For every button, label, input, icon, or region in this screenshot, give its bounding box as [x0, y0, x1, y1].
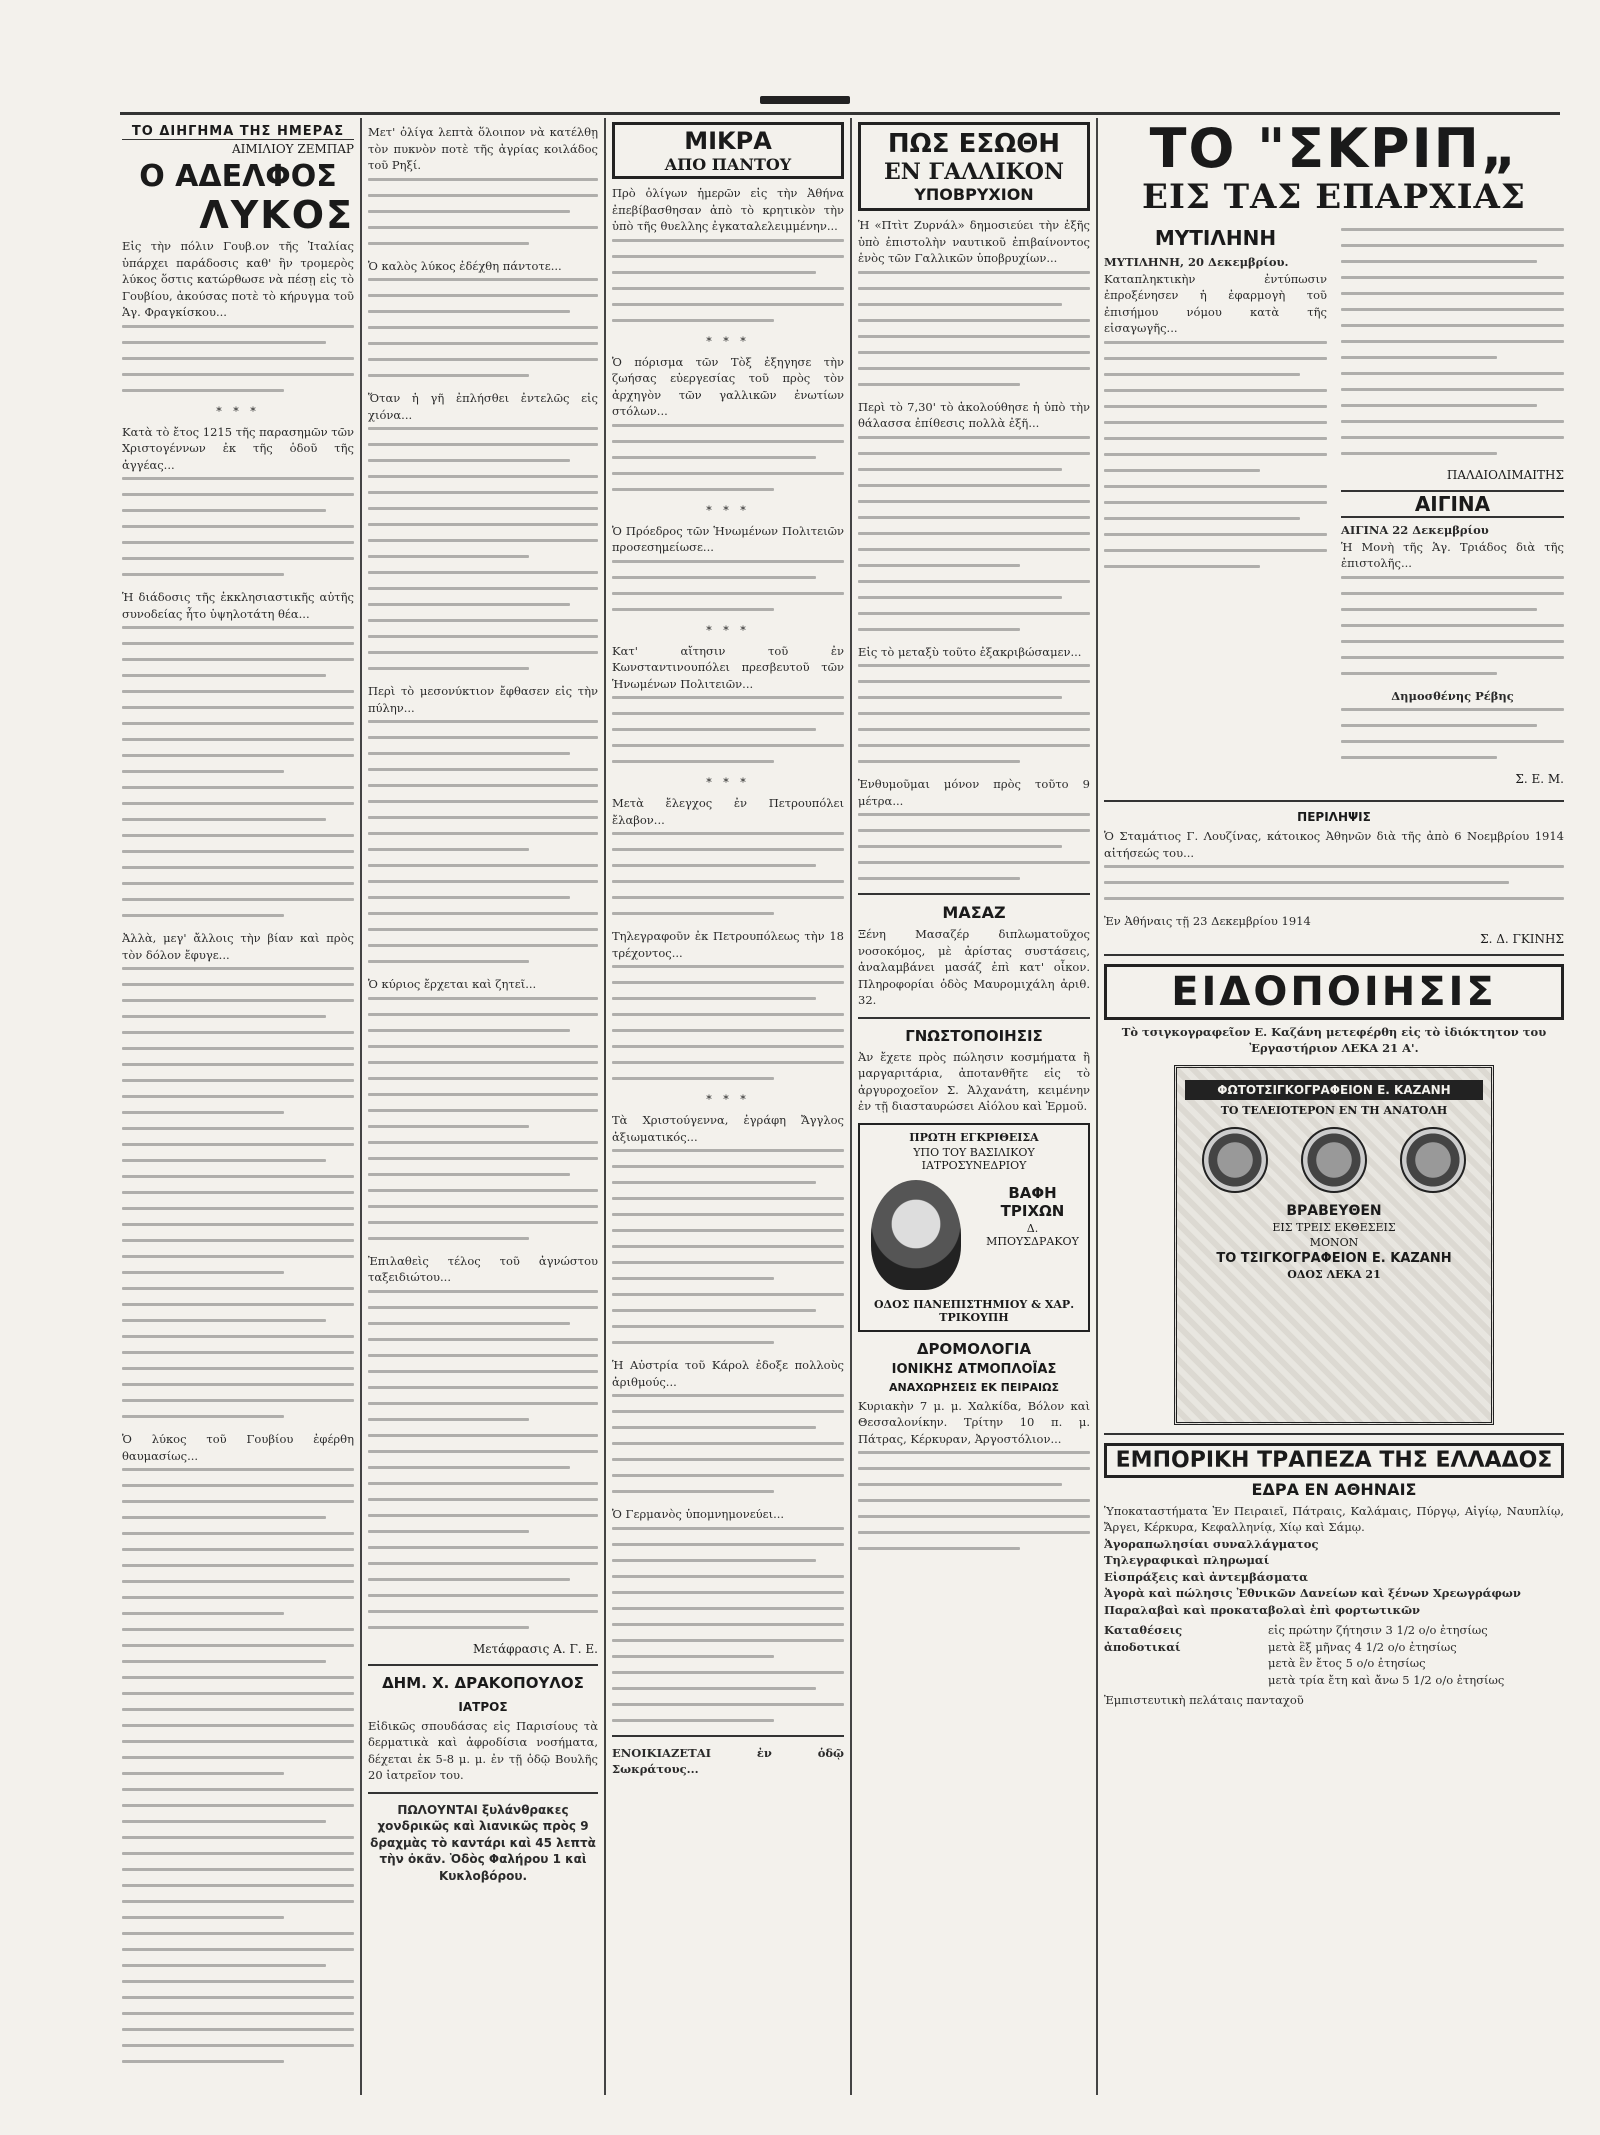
submarine-text-lines [858, 436, 1090, 631]
column-rule [604, 118, 606, 2095]
mytilene-signature: ΠΑΛΑΙΟΛΙΜΑΙΤΗΣ [1446, 468, 1564, 482]
engraving-street: ΟΔΟΣ ΛΕΚΑ 21 [1287, 1267, 1381, 1281]
story-paragraph: Κατὰ τὸ ἔτος 1215 τῆς παρασημῶν τῶν Χριστογέννων ἐκ τῆς ὁδοῦ τῆς ἀγγέας... [122, 424, 354, 472]
doctor-ad-text: Εἰδικῶς σπουδάσας εἰς Παρισίους τὰ δερματικὰ καὶ ἀφροδίσια νοσήματα, δέχεται ἐκ 5-8 μ. μ. ἐν τῇ ὁδῷ Βουλῆς 20 ἰατρεῖον του. [368, 1718, 598, 1782]
story-title-line1: Ο ΑΔΕΛΦΟΣ [139, 159, 337, 194]
news-paragraph: Ὁ Πρόεδρος τῶν Ἡνωμένων Πολιτειῶν προσεσημείωσε... [612, 523, 844, 554]
hair-dye-title: ΒΑΦΗ ΤΡΙΧΩΝ [1000, 1183, 1065, 1220]
divider [368, 1792, 598, 1794]
notice-title: ΓΝΩΣΤΟΠΟΙΗΣΙΣ [905, 1026, 1043, 1045]
summary-text: Ὁ Σταμάτιος Γ. Λουζίνας, κάτοικος Ἀθηνῶν διὰ τῆς ἀπὸ 6 Νοεμβρίου 1914 αἰτήσεώς του... [1104, 829, 1564, 860]
mytilene-date: ΜΥΤΙΛΗΝΗ, 20 Δεκεμβρίου. [1104, 255, 1289, 269]
story-text-lines [368, 997, 598, 1240]
story-text-lines [122, 1468, 354, 2063]
engraving-best: ΤΟ ΤΕΛΕΙΟΤΕΡΟΝ ΕΝ ΤΗ ΑΝΑΤΟΛΗ [1220, 1103, 1448, 1117]
story-paragraph: Ὁ λύκος τοῦ Γουβίου ἐφέρθη θαυμασίως... [122, 1432, 354, 1463]
submarine-title-line2: ΕΝ ΓΑΛΛΙΚΟΝ [883, 159, 1065, 185]
news-paragraph: Κατ' αἴτησιν τοῦ ἐν Κωνσταντινουπόλει πρεσβευτοῦ τῶν Ἡνωμένων Πολιτειῶν... [612, 643, 844, 691]
submarine-paragraph: Ἐνθυμοῦμαι μόνον πρὸς τοῦτο 9 μέτρα... [858, 777, 1090, 808]
bank-item: Παραλαβαὶ καὶ προκαταβολαὶ ἐπὶ φορτωτικῶν [1104, 1602, 1421, 1617]
section-separator: * * * [706, 776, 750, 789]
summary-title: ΠΕΡΙΛΗΨΙΣ [1297, 810, 1371, 824]
shipping-text: Κυριακὴν 7 μ. μ. Χαλκίδα, Βόλον καὶ Θεσσαλονίκην. Τρίτην 10 π. μ. Πάτρας, Κέρκυραν, Ἀργοστόλιον... [858, 1398, 1090, 1446]
divider [1104, 800, 1564, 802]
hair-dye-ad [858, 1123, 1090, 1332]
mytilene-text-lines [1104, 341, 1327, 568]
story-text-lines [368, 278, 598, 377]
woman-portrait-icon [871, 1180, 961, 1290]
medal-icon [1400, 1127, 1466, 1193]
engraving-expos: ΕΙΣ ΤΡΕΙΣ ΕΚΘΕΣΕΙΣ [1272, 1220, 1396, 1234]
aegina-text-lines [1341, 708, 1564, 759]
divider [612, 1735, 844, 1737]
bank-item: Ἀγορὰ καὶ πώλησις Ἐθνικῶν Δανείων καὶ ξένων Χρεωγράφων [1104, 1586, 1521, 1600]
news-paragraph: Πρὸ ὀλίγων ἡμερῶν εἰς τὴν Ἀθήνα ἐπεβίβασθησαν ἀπὸ τὸ κρητικὸν τὴν ὑπὸ τῆς θυελλης ἐγκαταλελειμμένην... [612, 186, 844, 233]
submarine-paragraph: Περὶ τὸ 7,30' τὸ ἀκολούθησε ἡ ὑπὸ τὴν θάλασσα ἐπίθεσις πολλὰ ἐξῆ... [858, 399, 1090, 430]
bank-rate: μετὰ ἓξ μῆνας 4 1/2 ο/ο ἐτησίως [1268, 1639, 1457, 1654]
bank-sub: ΕΔΡΑ ΕΝ ΑΘΗΝΑΙΣ [1251, 1479, 1417, 1499]
story-text-lines [368, 1290, 598, 1629]
provinces-title: ΤΟ "ΣΚΡΙΠ„ [1149, 118, 1519, 180]
engraving-name: ΤΟ ΤΣΙΓΚΟΓΡΑΦΕΙΟΝ Ε. ΚΑΖΑΝΗ [1216, 1250, 1452, 1266]
news-paragraph: Ὁ πόρισμα τῶν Τὸξ ἐξηγησε τὴν ζωήσας εὐεργεσίας τοῦ πρὸς τὸν ἀρχηγὸν τῶν γαλλικῶν ἐνωτίων στόλων... [612, 354, 844, 418]
rent-ad: ΕΝΟΙΚΙΑΖΕΤΑΙ ἐν ὁδῷ Σωκράτους... [612, 1745, 844, 1776]
bank-footer: Ἐμπιστευτικὴ πελάταις πανταχοῦ [1104, 1693, 1304, 1707]
divider [1104, 954, 1564, 956]
news-paragraph: Μετὰ ἔλεγχος ἐν Πετρουπόλει ἔλαβον... [612, 796, 844, 827]
shipping-text-lines [858, 1451, 1090, 1550]
news-text-lines [612, 965, 844, 1080]
bank-rate: μετὰ τρία ἔτη καὶ ἄνω 5 1/2 ο/ο ἐτησίως [1268, 1672, 1505, 1687]
story-signature: Μετάφρασις Α. Γ. Ε. [472, 1641, 598, 1656]
story-paragraph: Ἡ διάδοσις τῆς ἐκκλησιαστικῆς αὐτῆς συνοδείας ἦτο ὑψηλοτάτη θέα... [122, 590, 354, 621]
news-title-line2: ΑΠΟ ΠΑΝΤΟΥ [664, 155, 792, 174]
bank-item: Εἰσπράξεις καὶ ἀντεμβάσματα [1104, 1569, 1308, 1584]
column-rule [360, 118, 362, 2095]
aegina-name: Δημοσθένης Ρέβης [1391, 688, 1514, 703]
news-text-lines [612, 560, 844, 611]
story-paragraph: Μετ' ὀλίγα λεπτὰ ὅλοιπον νὰ κατέλθῃ τὸν πυκνὸν ποτὲ τῆς ἀγρίας κοιλάδος τοῦ Ρηξί. [368, 125, 598, 172]
medal-icon [1202, 1127, 1268, 1193]
section-separator: * * * [706, 1093, 750, 1106]
column-provinces [1104, 118, 1564, 2095]
news-paragraph: Ἡ Αὐστρία τοῦ Κάρολ ἐδοξε πολλοὺς ἀριθμούς... [612, 1358, 844, 1389]
mytilene-text-lines [1341, 228, 1564, 455]
charcoal-ad: ΠΩΛΟΥΝΤΑΙ ξυλάνθρακες χονδρικῶς καὶ λιανικῶς πρὸς 9 δραχμὰς τὸ καντάρι καὶ 45 λεπτὰ τὴν ὀκᾶν. Ὁδὸς Φαλήρου 1 καὶ Κυκλοβόρου. [370, 1802, 596, 1883]
news-paragraph: Τηλεγραφοῦν ἐκ Πετρουπόλεως τὴν 18 τρέχοντος... [612, 929, 844, 960]
news-paragraph: Ὁ Γερμανὸς ὑπομνημονεύει... [612, 1507, 785, 1521]
story-text-lines [368, 720, 598, 963]
doctor-name: ΔΗΜ. Χ. ΔΡΑΚΟΠΟΥΛΟΣ [382, 1673, 584, 1692]
bank-deposits: Καταθέσεις ἀποδοτικαί [1104, 1623, 1183, 1654]
story-paragraph: Ὁ κύριος ἔρχεται καὶ ζητεῖ... [368, 977, 537, 991]
section-separator: * * * [216, 404, 260, 418]
story-text-lines [368, 178, 598, 245]
engraving-ad [1174, 1065, 1494, 1425]
masthead-ornament [760, 96, 850, 104]
aegina-text-lines [1341, 576, 1564, 675]
bank-rate: εἰς πρώτην ζήτησιν 3 1/2 ο/ο ἐτησίως [1268, 1623, 1488, 1637]
bank-title: ΕΜΠΟΡΙΚΗ ΤΡΑΠΕΖΑ ΤΗΣ ΕΛΛΑΔΟΣ [1104, 1443, 1564, 1478]
aegina-signature: Σ. Ε. Μ. [1515, 772, 1564, 786]
story-text-lines [122, 325, 354, 392]
massage-text: Ξένη Μασαζέρ διπλωματοῦχος νοσοκόμος, μὲ ἀρίστας συστάσεις, ἀναλαμβάνει μασάζ ἐπὶ κατ' οἶκον. Πληροφορίαι ὁδὸς Μαυρομιχάλη ἀριθ. 32. [858, 927, 1090, 1007]
engraving-awarded: ΒΡΑΒΕΥΘΕΝ [1286, 1202, 1382, 1219]
hair-dye-kicker: ΠΡΩΤΗ ΕΓΚΡΙΘΕΙΣΑ [909, 1130, 1039, 1144]
news-text-lines [612, 424, 844, 491]
notices-title: ΕΙΔΟΠΟΙΗΣΙΣ [1104, 964, 1564, 1020]
story-text-lines [122, 477, 354, 576]
hair-dye-maker: Δ. ΜΠΟΥΣΔΡΑΚΟΥ [986, 1221, 1079, 1248]
story-title-line2: ΛΥΚΟΣ [199, 193, 354, 237]
story-paragraph: Ἀλλὰ, μεγ' ἄλλοις τὴν βίαν καὶ πρὸς τὸν δόλον ἔφυγε... [122, 931, 354, 962]
section-separator: * * * [706, 623, 750, 637]
news-text-lines [612, 832, 844, 915]
section-separator: * * * [706, 334, 750, 348]
story-paragraph: Ὁ καλὸς λύκος ἐδέχθη πάντοτε... [368, 258, 562, 273]
story-paragraph: Ὅταν ἡ γῆ ἐπλήσθει ἐντελῶς εἰς χιόνα... [368, 391, 598, 422]
news-text-lines [612, 1394, 844, 1493]
aegina-text: Ἡ Μονὴ τῆς Ἁγ. Τριάδος διὰ τῆς ἐπιστολῆς... [1341, 539, 1564, 570]
submarine-text-lines [858, 813, 1090, 880]
story-text-lines [122, 967, 354, 1418]
story-paragraph: Περὶ τὸ μεσονύκτιον ἔφθασεν εἰς τὴν πύλην... [368, 684, 598, 715]
submarine-text-lines [858, 664, 1090, 763]
medal-icon [1301, 1127, 1367, 1193]
shipping-title: ΔΡΟΜΟΛΟΓΙΑ [916, 1339, 1032, 1358]
engraving-only: ΜΟΝΟΝ [1309, 1235, 1359, 1249]
hair-dye-address: ΟΔΟΣ ΠΑΝΕΠΙΣΤΗΜΙΟΥ & ΧΑΡ. ΤΡΙΚΟΥΠΗ [873, 1297, 1075, 1324]
top-rule [120, 112, 1560, 115]
aegina-date: ΑΙΓΙΝΑ 22 Δεκεμβρίου [1341, 523, 1489, 537]
submarine-title-line1: ΠΩΣ ΕΣΩΘΗ [887, 129, 1061, 159]
story-author: ΑΙΜΙΛΙΟΥ ΖΕΜΠΑΡ [231, 142, 354, 156]
mytilene-text: Καταπληκτικὴν ἐντύπωσιν ἐπροξένησεν ἡ ἐφαρμογὴ τοῦ ἐπισήμου νόμου κατὰ τῆς εἰσαγωγῆς... [1104, 271, 1327, 335]
bank-item: Τηλεγραφικαὶ πληρωμαί [1104, 1553, 1270, 1567]
summary-text-lines [1104, 865, 1564, 900]
divider [858, 893, 1090, 895]
submarine-title-line3: ΥΠΟΒΡΥΧΙΟΝ [914, 185, 1034, 204]
submarine-paragraph: Εἰς τὸ μεταξὺ τοῦτο ἐξακριβώσαμεν... [858, 644, 1082, 659]
engraving-top: ΦΩΤΟΤΣΙΓΚΟΓΡΑΦΕΙΟΝ Ε. ΚΑΖΑΝΗ [1185, 1080, 1483, 1100]
news-title-line1: ΜΙΚΡΑ [684, 127, 772, 155]
massage-title: ΜΑΣΑΖ [942, 903, 1006, 922]
story-text-lines [122, 626, 354, 917]
notice-text: Ἀν ἔχετε πρὸς πώλησιν κοσμήματα ἢ μαργαριτάρια, ἀποτανθῆτε εἰς τὸ ἀργυροχοεῖον Σ. Ἀλχανάτη, κειμένην ἐν τῇ διασταυρώσει Αἰόλου καὶ Ἑρμοῦ. [858, 1049, 1090, 1113]
news-title [612, 122, 844, 179]
shipping-company: ΙΟΝΙΚΗΣ ΑΤΜΟΠΛΟΪΑΣ [891, 1361, 1057, 1377]
story-text-lines [368, 427, 598, 670]
provinces-subtitle: ΕΙΣ ΤΑΣ ΕΠΑΡΧΙΑΣ [1142, 177, 1526, 217]
news-paragraph: Τὰ Χριστούγεννα, ἐγράφη Ἄγγλος ἀξιωματικός... [612, 1113, 844, 1144]
divider [1104, 1433, 1564, 1435]
story-paragraph: Εἰς τὴν πόλιν Γουβ.ον τῆς Ἰταλίας ὑπάρχει παράδοσις καθ' ἣν τρομερὸς λύκος ὅστις κατώρθωσε νὰ πέσῃ εἰς τὸ Γουβίου, ἀκούσας ποτὲ τὸ κήρυγμα τοῦ Ἁγ. Φραγκίσκου... [122, 239, 354, 319]
column-news [612, 118, 844, 2095]
summary-signature: Σ. Δ. ΓΚΙΝΗΣ [1480, 931, 1564, 946]
column-story [122, 118, 354, 2095]
aegina-title: ΑΙΓΙΝΑ [1341, 490, 1564, 518]
news-text-lines [612, 239, 844, 322]
submarine-title [858, 122, 1090, 211]
hair-dye-sub: ΥΠΟ ΤΟΥ ΒΑΣΙΛΙΚΟΥ ΙΑΤΡΟΣΥΝΕΔΡΙΟΥ [913, 1145, 1035, 1172]
bank-item: Ἀγοραπωλησίαι συναλλάγματος [1104, 1536, 1319, 1551]
divider [858, 1017, 1090, 1019]
mytilene-title: ΜΥΤΙΛΗΝΗ [1154, 226, 1277, 250]
story-kicker: ΤΟ ΔΙΗΓΗΜΑ ΤΗΣ ΗΜΕΡΑΣ [122, 124, 354, 140]
divider [368, 1664, 598, 1666]
submarine-paragraph: Ἡ «Πτὶτ Ζυρνάλ» δημοσιεύει τὴν ἐξῆς ὑπὸ ἐπιστολὴν ναυτικοῦ ἐπιβαίνοντος ἑνὸς τῶν Γαλλικῶν ὑποβρυχίων... [858, 218, 1090, 265]
column-rule [850, 118, 852, 2095]
story-paragraph: Ἐπιλαθεὶς τέλος τοῦ ἀγνώστου ταξειδιώτου... [368, 1253, 598, 1284]
news-text-lines [612, 1149, 844, 1344]
medals-row [1185, 1127, 1483, 1193]
submarine-text-lines [858, 271, 1090, 386]
bank-rate: μετὰ ἓν ἔτος 5 ο/ο ἐτησίως [1268, 1656, 1426, 1670]
notices-text: Τὸ τσιγκογραφεῖον Ε. Καζάνη μετεφέρθη εἰς τὸ ἰδιόκτητον του Ἐργαστήριον ΛΕΚΑ 21 Α'. [1121, 1024, 1547, 1055]
news-text-lines [612, 696, 844, 763]
doctor-title: ΙΑΤΡΟΣ [458, 1699, 508, 1714]
column-submarine [858, 118, 1090, 2095]
column-rule [1096, 118, 1098, 2095]
bank-text: Ὑποκαταστήματα Ἐν Πειραιεῖ, Πάτραις, Καλάμαις, Πύργῳ, Αἰγίῳ, Ναυπλίῳ, Ἄργει, Κέρκυρα, Κεφαλληνίᾳ, Χίῳ καὶ Σάμῳ. [1104, 1503, 1564, 1534]
section-separator: * * * [706, 503, 750, 517]
column-story-continued [368, 118, 598, 2095]
news-text-lines [612, 1527, 844, 1722]
summary-date: Ἐν Ἀθήναις τῇ 23 Δεκεμβρίου 1914 [1104, 914, 1311, 928]
shipping-sub: ΑΝΑΧΩΡΗΣΕΙΣ ΕΚ ΠΕΙΡΑΙΩΣ [888, 1380, 1059, 1394]
